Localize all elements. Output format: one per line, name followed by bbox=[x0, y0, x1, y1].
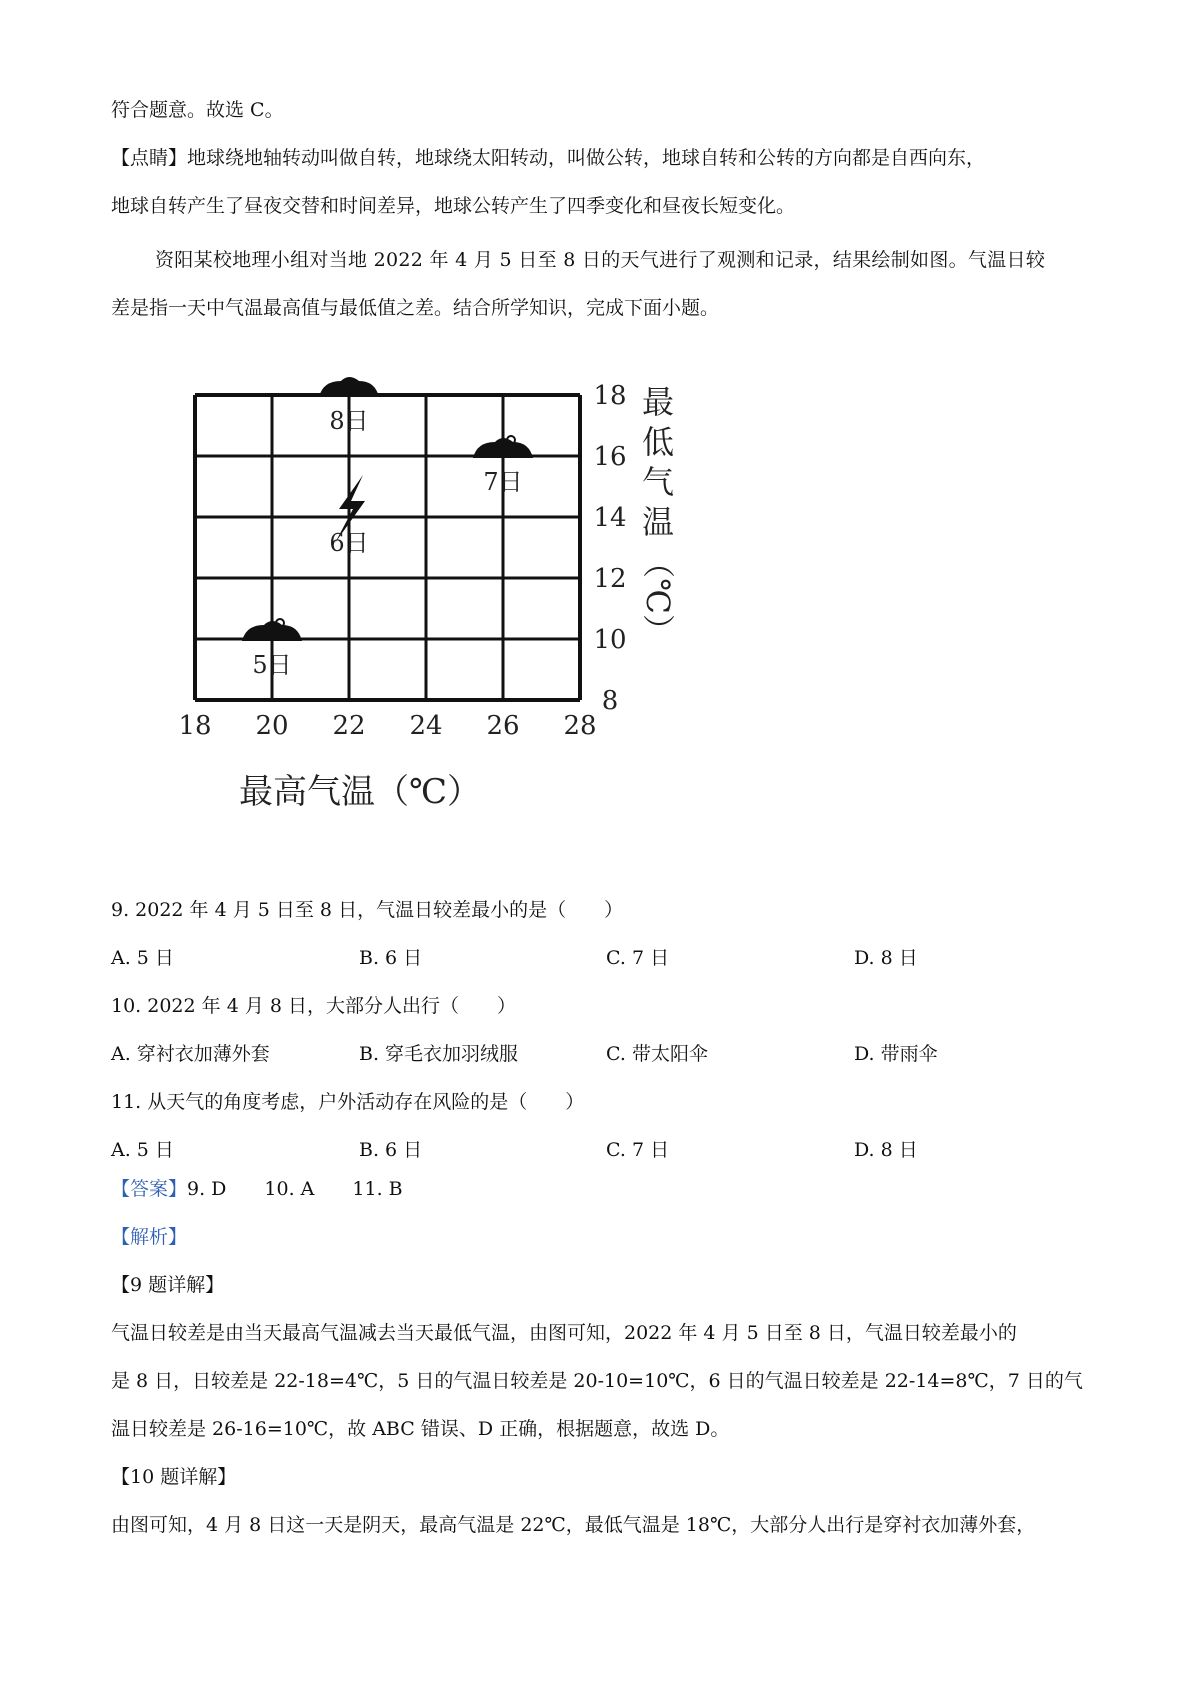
x-tick-label: 20 bbox=[255, 711, 289, 741]
x-tick-label: 24 bbox=[409, 711, 443, 741]
question-9-options bbox=[111, 944, 1111, 972]
material-line-1: 资阳某校地理小组对当地 2022 年 4 月 5 日至 8 日的天气进行了观测和记录，结果绘制如图。气温日较 bbox=[155, 249, 1046, 271]
q9-detail-line-1: 气温日较差是由当天最高气温减去当天最低气温，由图可知，2022 年 4 月 5 日至 8 日，气温日较差最小的 bbox=[111, 1322, 1017, 1344]
point-label: 8日 bbox=[329, 407, 369, 435]
y-label-char: ） bbox=[639, 613, 677, 647]
q10-detail-tag: 【10 题详解】 bbox=[111, 1466, 237, 1488]
y-label-char: ℃ bbox=[639, 578, 677, 614]
question-10-stem: 10. 2022 年 4 月 8 日，大部分人出行（ ） bbox=[111, 995, 516, 1017]
x-tick-label: 22 bbox=[332, 711, 366, 741]
question-11-options bbox=[111, 1136, 1111, 1164]
q9-detail-tag: 【9 题详解】 bbox=[111, 1274, 225, 1296]
q9-detail-line-2: 是 8 日，日较差是 22-18=4℃，5 日的气温日较差是 20-10=10℃，6 日的气温日较差是 22-14=8℃，7 日的气 bbox=[111, 1370, 1083, 1392]
q9-option-a: A. 5 日 bbox=[111, 947, 174, 969]
cloud-icon bbox=[473, 438, 533, 458]
question-9-stem: 9. 2022 年 4 月 5 日至 8 日，气温日较差最小的是（ ） bbox=[111, 899, 624, 921]
y-tick-label: 16 bbox=[593, 442, 627, 472]
intro-line: 符合题意。故选 C。 bbox=[111, 99, 284, 121]
point-label: 6日 bbox=[329, 529, 369, 557]
material-line-2: 差是指一天中气温最高值与最低值之差。结合所学知识，完成下面小题。 bbox=[111, 297, 720, 319]
q9-option-d: D. 8 日 bbox=[854, 947, 918, 969]
q10-option-a: A. 穿衬衣加薄外套 bbox=[111, 1043, 270, 1065]
q9-option-b: B. 6 日 bbox=[359, 947, 423, 969]
answer-item: 10. A bbox=[264, 1178, 315, 1200]
q11-option-b: B. 6 日 bbox=[359, 1139, 423, 1161]
tip-line-2: 地球自转产生了昼夜交替和时间差异，地球公转产生了四季变化和昼夜长短变化。 bbox=[111, 195, 796, 217]
q11-option-a: A. 5 日 bbox=[111, 1139, 174, 1161]
tip-tag: 【点睛】 bbox=[111, 147, 188, 169]
x-tick-label: 28 bbox=[563, 711, 597, 741]
x-axis-ticks bbox=[178, 711, 596, 741]
y-tick-label: 14 bbox=[593, 503, 627, 533]
q10-option-c: C. 带太阳伞 bbox=[606, 1043, 708, 1065]
q10-detail-line-1: 由图可知，4 月 8 日这一天是阴天，最高气温是 22℃，最低气温是 18℃，大部分人出行是穿衬衣加薄外套， bbox=[111, 1514, 1036, 1536]
y-label-char: 最 bbox=[641, 383, 675, 421]
chart-points bbox=[242, 377, 533, 679]
point-label: 5日 bbox=[252, 651, 292, 679]
y-tick-label: 12 bbox=[593, 564, 627, 594]
y-tick-label: 8 bbox=[601, 686, 619, 716]
q9-option-c: C. 7 日 bbox=[606, 947, 670, 969]
y-axis-label bbox=[639, 383, 677, 646]
q10-option-d: D. 带雨伞 bbox=[854, 1043, 938, 1065]
y-label-char: 温 bbox=[641, 503, 675, 541]
cloud-icon bbox=[319, 377, 379, 397]
x-tick-label: 26 bbox=[486, 711, 520, 741]
x-tick-label: 18 bbox=[178, 711, 212, 741]
tip-text: 地球绕地轴转动叫做自转，地球绕太阳转动，叫做公转，地球自转和公转的方向都是自西向东， bbox=[187, 147, 986, 169]
y-tick-label: 18 bbox=[593, 381, 627, 411]
q10-option-b: B. 穿毛衣加羽绒服 bbox=[359, 1043, 519, 1065]
answer-item: 9. D bbox=[187, 1178, 227, 1200]
question-11-stem: 11. 从天气的角度考虑，户外活动存在风险的是（ ） bbox=[111, 1091, 585, 1113]
point-label: 7日 bbox=[483, 468, 523, 496]
answer-tag: 【答案】 bbox=[111, 1178, 188, 1200]
cloud-icon bbox=[242, 621, 302, 641]
q9-detail-line-3: 温日较差是 26-16=10℃，故 ABC 错误、D 正确，根据题意，故选 D。 bbox=[111, 1418, 730, 1440]
analysis-tag: 【解析】 bbox=[111, 1226, 188, 1248]
answer-line bbox=[111, 1175, 441, 1203]
y-tick-label: 10 bbox=[593, 625, 627, 655]
tip-line-1 bbox=[111, 144, 985, 172]
y-label-char: （ bbox=[639, 545, 677, 579]
y-label-char: 低 bbox=[641, 423, 675, 461]
question-10-options bbox=[111, 1040, 1111, 1068]
y-axis-ticks bbox=[593, 381, 626, 716]
x-axis-label: 最高气温（℃） bbox=[238, 772, 482, 812]
answer-item: 11. B bbox=[352, 1178, 403, 1200]
temperature-chart bbox=[170, 375, 677, 825]
q11-option-d: D. 8 日 bbox=[854, 1139, 918, 1161]
y-label-char: 气 bbox=[641, 463, 675, 501]
q11-option-c: C. 7 日 bbox=[606, 1139, 670, 1161]
